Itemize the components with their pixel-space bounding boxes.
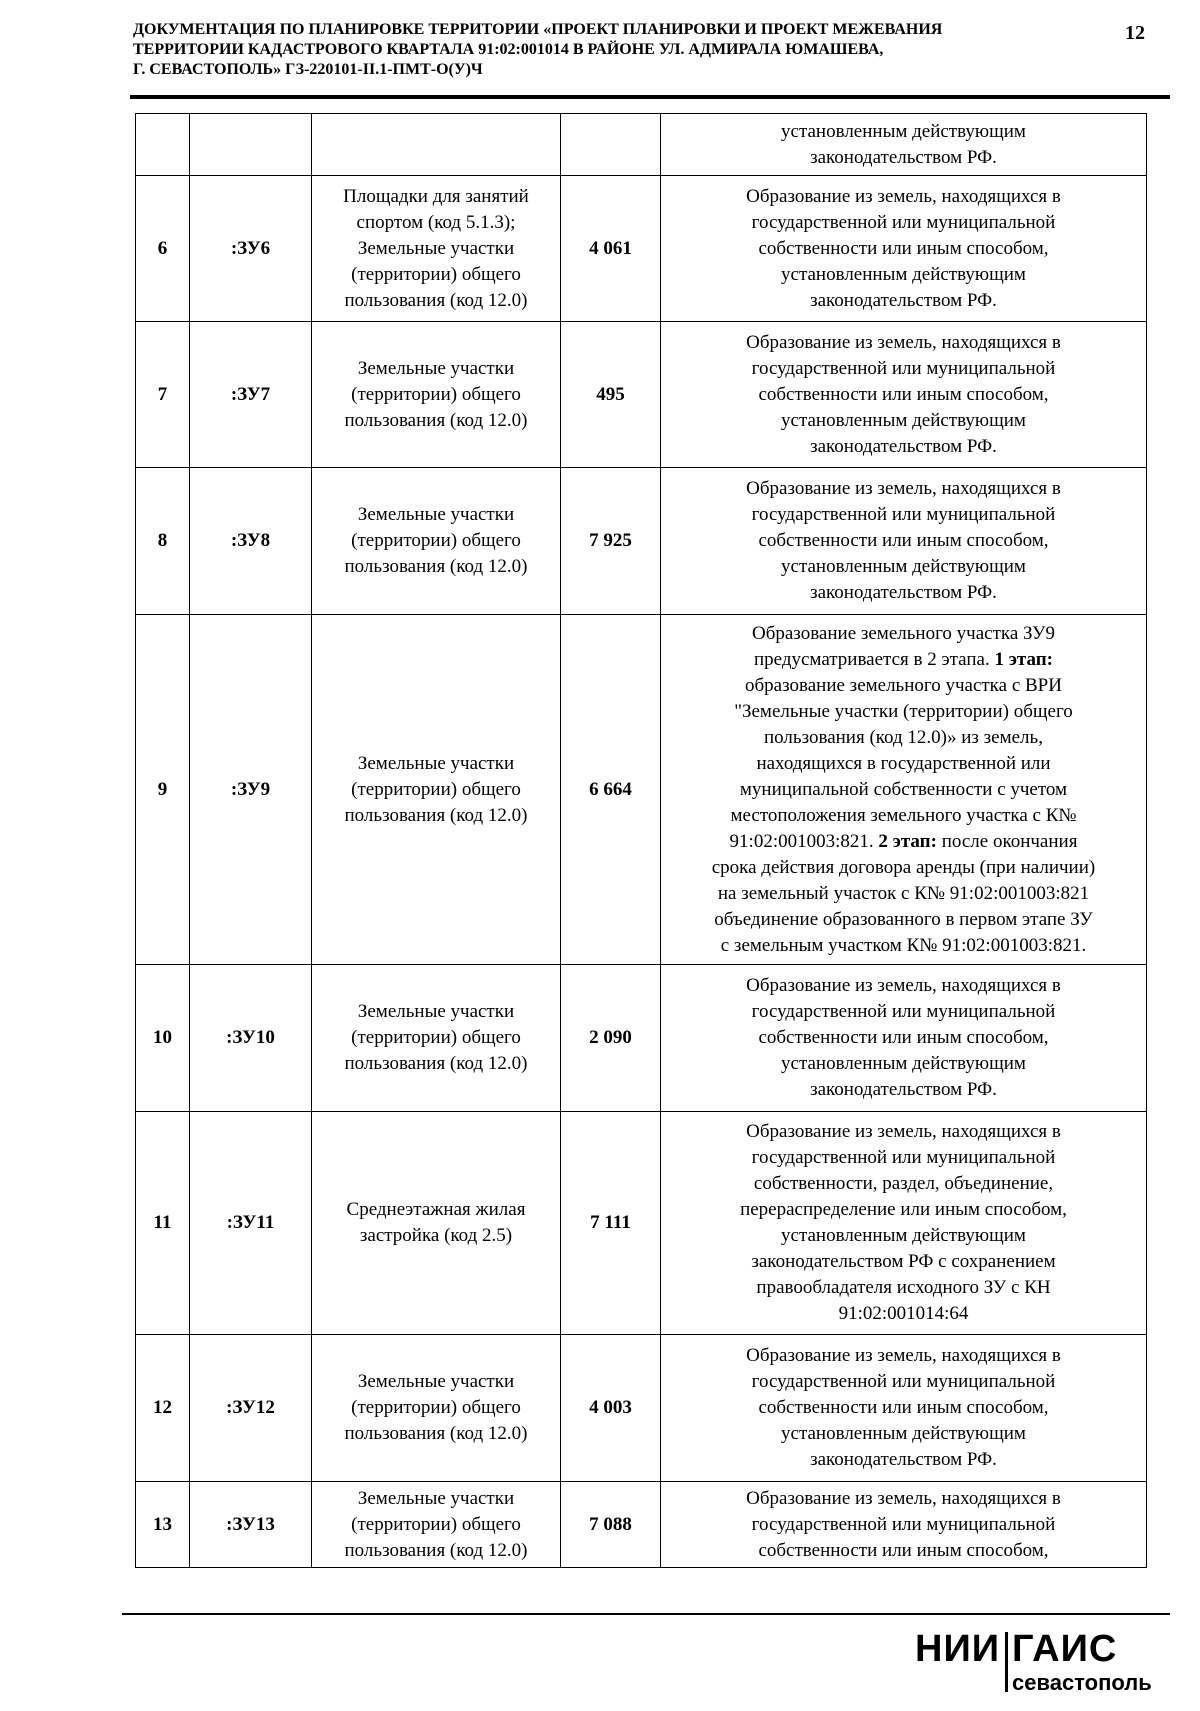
note-line: установленным действующим: [781, 1423, 1026, 1444]
note-line: законодательством РФ.: [810, 435, 997, 457]
note-line: государственной или муниципальной: [751, 1001, 1056, 1022]
note-line: муниципальной собственности с учетом: [739, 778, 1068, 800]
cell-area: 2 090: [561, 965, 661, 1112]
logo-text-city: севастополь: [1012, 1670, 1152, 1695]
use-line: пользования (код 12.0): [344, 289, 528, 311]
use-line: Земельные участки: [357, 504, 515, 525]
note-line: Образование земельного участка ЗУ9: [751, 622, 1056, 644]
cell-use: [312, 1112, 561, 1335]
use-line: Земельные участки: [357, 1371, 515, 1392]
note-line: государственной или муниципальной: [751, 1513, 1056, 1535]
use-line: пользования (код 12.0): [344, 1053, 528, 1074]
cell-use: [312, 114, 561, 176]
cell-num: 6: [136, 176, 190, 322]
note-line: Образование из земель, находящихся в: [746, 1487, 1061, 1509]
logo-divider: [1005, 1632, 1008, 1692]
use-line: Земельные участки: [357, 1001, 515, 1022]
cell-id: :ЗУ10: [190, 965, 312, 1112]
use-line: пользования (код 12.0): [344, 1539, 528, 1561]
use-line: Среднеэтажная жилая: [346, 1199, 526, 1220]
note-line: законодательством РФ.: [810, 582, 997, 603]
land-plots-table: [135, 113, 1147, 1568]
header-divider: [130, 95, 1170, 99]
cell-note: [661, 965, 1147, 1112]
note-line: установленным действующим: [781, 1225, 1026, 1246]
note-line: срока действия договора аренды (при наличии): [711, 856, 1096, 878]
note-line: законодательством РФ.: [810, 1449, 997, 1470]
niigais-logo: [915, 1628, 1170, 1700]
note-line: установленным действующим: [781, 409, 1026, 431]
document-header: [133, 20, 1093, 80]
table-row: [136, 1482, 1147, 1568]
table-row: [136, 965, 1147, 1112]
note-line: пользования (код 12.0)» из земель,: [764, 726, 1043, 748]
use-line: (территории) общего: [351, 1513, 521, 1535]
use-line: пользования (код 12.0): [344, 556, 528, 577]
note-line: Образование из земель, находящихся в: [746, 185, 1061, 207]
cell-num: 8: [136, 468, 190, 615]
use-line: (территории) общего: [351, 263, 521, 285]
use-line: застройка (код 2.5): [359, 1225, 513, 1246]
note-line: 91:02:001003:821. 2 этап: после окончания: [729, 830, 1078, 852]
table-row: [136, 615, 1147, 965]
note-line: Образование из земель, находящихся в: [746, 1345, 1061, 1366]
cell-num: [136, 114, 190, 176]
cell-num: 9: [136, 615, 190, 965]
note-line: собственности или иным способом,: [758, 1027, 1049, 1048]
cell-use: [312, 468, 561, 615]
use-line: (территории) общего: [351, 383, 521, 405]
cell-num: 7: [136, 322, 190, 468]
note-line: объединение образованного в первом этапе ЗУ: [714, 908, 1093, 930]
cell-use: [312, 965, 561, 1112]
note-line: собственности, раздел, объединение,: [753, 1173, 1054, 1194]
footer-divider: [122, 1613, 1170, 1615]
cell-num: 13: [136, 1482, 190, 1568]
cell-use: [312, 1482, 561, 1568]
table-row: [136, 1335, 1147, 1482]
use-line: (территории) общего: [351, 530, 521, 551]
cell-use: [312, 1335, 561, 1482]
note-line: Образование из земель, находящихся в: [746, 975, 1061, 996]
note-line: установленным действующим: [781, 556, 1026, 577]
cell-note: [661, 468, 1147, 615]
cell-id: :ЗУ6: [190, 176, 312, 322]
table-row: [136, 322, 1147, 468]
use-line: (территории) общего: [351, 1397, 521, 1418]
note-line: собственности или иным способом,: [758, 237, 1049, 259]
cell-id: :ЗУ8: [190, 468, 312, 615]
note-line: с земельным участком К№ 91:02:001003:821.: [720, 934, 1087, 956]
cell-id: :ЗУ12: [190, 1335, 312, 1482]
note-line: находящихся в государственной или: [756, 752, 1051, 774]
note-line: Образование из земель, находящихся в: [746, 478, 1061, 499]
table-body: [136, 114, 1147, 1568]
cell-area: 7 111: [561, 1112, 661, 1335]
cell-area: 6 664: [561, 615, 661, 965]
table-row: [136, 1112, 1147, 1335]
note-line: законодательством РФ с сохранением: [751, 1251, 1056, 1272]
use-line: Земельные участки: [357, 1487, 515, 1509]
logo-text-gais: ГАИС: [1012, 1628, 1118, 1670]
table-row-continuation: [136, 114, 1147, 176]
cell-use: [312, 176, 561, 322]
note-line: на земельный участок с К№ 91:02:001003:821: [717, 882, 1090, 904]
use-line: пользования (код 12.0): [344, 1423, 528, 1444]
note-line: законодательством РФ.: [810, 146, 997, 168]
note-line: законодательством РФ.: [810, 1079, 997, 1100]
cell-id: :ЗУ13: [190, 1482, 312, 1568]
use-line: Земельные участки: [357, 357, 515, 379]
note-line: "Земельные участки (территории) общего: [734, 700, 1073, 722]
header-line: ТЕРРИТОРИИ КАДАСТРОВОГО КВАРТАЛА 91:02:001014 В РАЙОНЕ УЛ. АДМИРАЛА ЮМАШЕВА,: [133, 41, 884, 58]
note-line: государственной или муниципальной: [751, 1147, 1056, 1168]
note-line: собственности или иным способом,: [758, 530, 1049, 551]
use-line: (территории) общего: [351, 778, 521, 800]
table-row: [136, 468, 1147, 615]
cell-note: [661, 322, 1147, 468]
cell-area: 4 061: [561, 176, 661, 322]
note-line: государственной или муниципальной: [751, 1371, 1056, 1392]
note-line: собственности или иным способом,: [758, 383, 1049, 405]
note-line: государственной или муниципальной: [751, 211, 1056, 233]
cell-note: [661, 615, 1147, 965]
use-line: Площадки для занятий: [343, 185, 529, 207]
note-line: собственности или иным способом,: [758, 1397, 1049, 1418]
use-line: пользования (код 12.0): [344, 409, 528, 431]
use-line: Земельные участки: [357, 752, 515, 774]
note-line: перераспределение или иным способом,: [740, 1199, 1067, 1220]
note-line: установленным действующим: [781, 120, 1026, 142]
use-line: пользования (код 12.0): [344, 804, 528, 826]
note-line: предусматривается в 2 этапа. 1 этап:: [753, 648, 1054, 670]
cell-note: [661, 176, 1147, 322]
note-line: государственной или муниципальной: [751, 504, 1056, 525]
header-line: Г. СЕВАСТОПОЛЬ» ГЗ-220101-II.1-ПМТ-О(У)Ч: [133, 61, 483, 78]
note-line: 91:02:001014:64: [838, 1303, 969, 1324]
cell-id: [190, 114, 312, 176]
note-line: собственности или иным способом,: [758, 1539, 1049, 1561]
table-row: [136, 176, 1147, 322]
note-line: Образование из земель, находящихся в: [746, 331, 1061, 353]
header-line: ДОКУМЕНТАЦИЯ ПО ПЛАНИРОВКЕ ТЕРРИТОРИИ «ПРОЕКТ ПЛАНИРОВКИ И ПРОЕКТ МЕЖЕВАНИЯ: [133, 21, 943, 38]
cell-num: 12: [136, 1335, 190, 1482]
cell-note: [661, 1112, 1147, 1335]
note-line: законодательством РФ.: [810, 289, 997, 311]
cell-area: [561, 114, 661, 176]
note-line: местоположения земельного участка с К№: [730, 804, 1077, 826]
cell-area: 7 925: [561, 468, 661, 615]
note-line: государственной или муниципальной: [751, 357, 1056, 379]
note-line: Образование из земель, находящихся в: [746, 1121, 1061, 1142]
cell-note: [661, 114, 1147, 176]
note-line: правообладателя исходного ЗУ с КН: [756, 1277, 1051, 1298]
note-line: образование земельного участка с ВРИ: [745, 674, 1062, 696]
use-line: спортом (код 5.1.3);: [356, 211, 516, 233]
cell-use: [312, 322, 561, 468]
cell-area: 495: [561, 322, 661, 468]
note-line: установленным действующим: [781, 1053, 1026, 1074]
cell-num: 11: [136, 1112, 190, 1335]
cell-area: 4 003: [561, 1335, 661, 1482]
page-number: 12: [1125, 22, 1145, 44]
use-line: (территории) общего: [351, 1027, 521, 1048]
cell-id: :ЗУ7: [190, 322, 312, 468]
logo-text-nii: НИИ: [915, 1628, 1001, 1670]
cell-num: 10: [136, 965, 190, 1112]
cell-note: [661, 1335, 1147, 1482]
cell-id: :ЗУ9: [190, 615, 312, 965]
cell-area: 7 088: [561, 1482, 661, 1568]
use-line: Земельные участки: [357, 237, 515, 259]
cell-note: [661, 1482, 1147, 1568]
cell-id: :ЗУ11: [190, 1112, 312, 1335]
cell-use: [312, 615, 561, 965]
note-line: установленным действующим: [781, 263, 1026, 285]
